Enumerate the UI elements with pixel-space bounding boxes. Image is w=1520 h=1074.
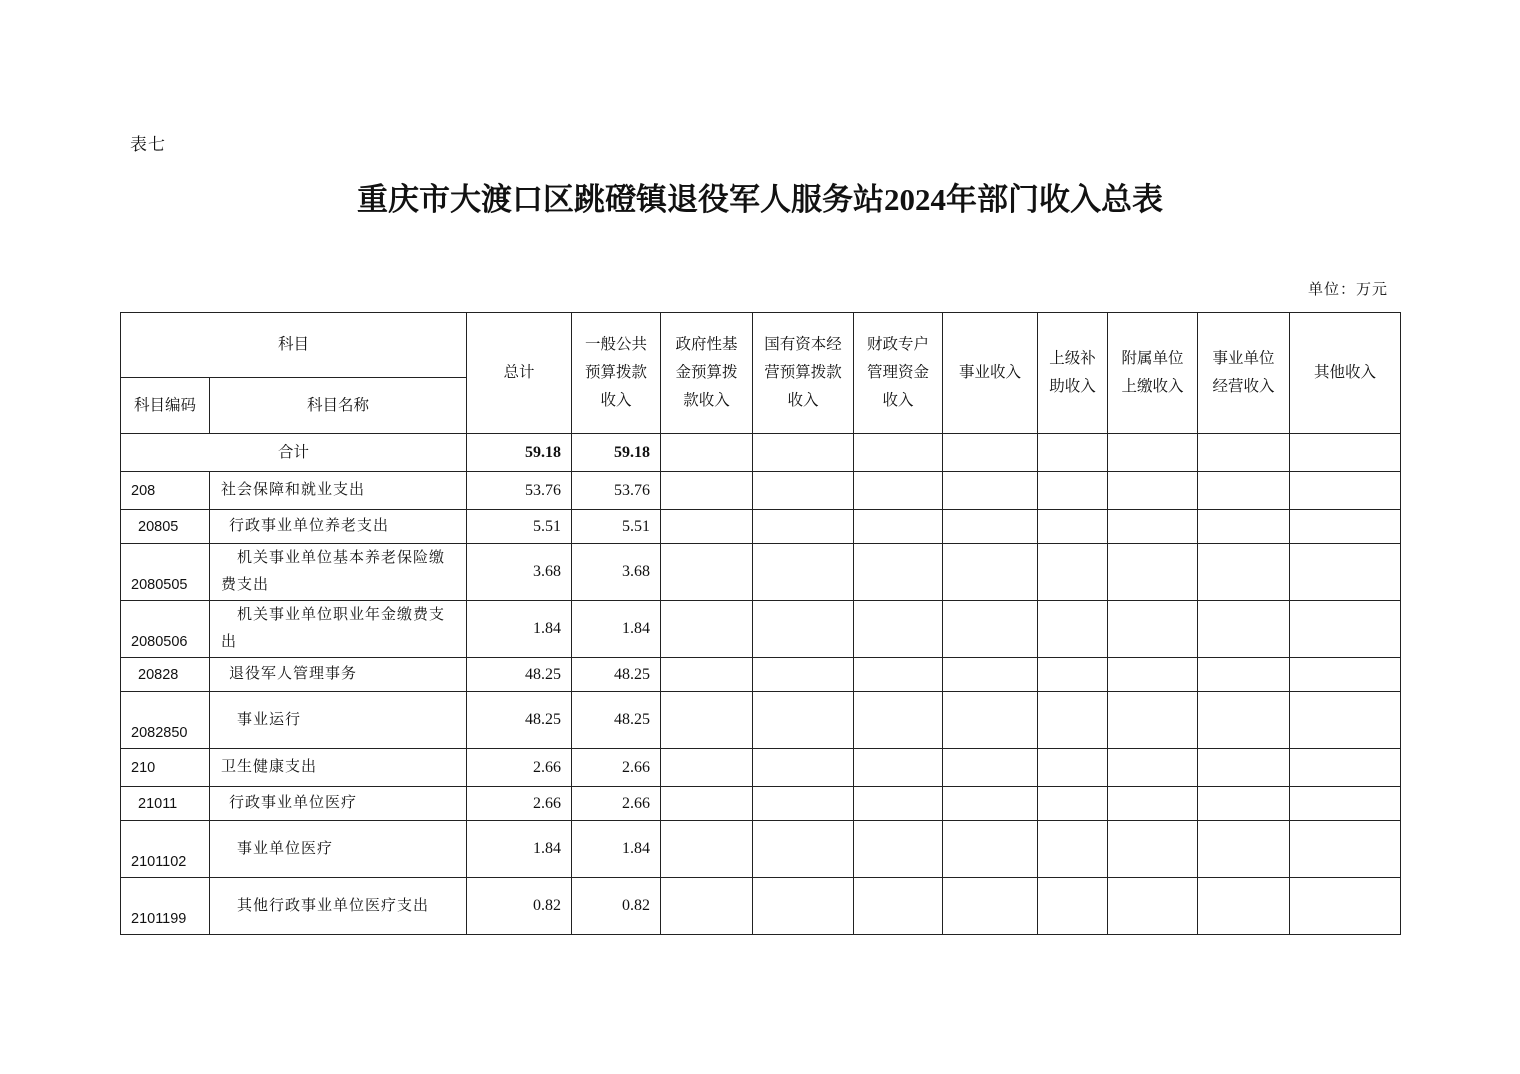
- fiscal-account-cell: [854, 878, 943, 935]
- superior-subsidy-cell: [1038, 821, 1108, 878]
- table-row: [121, 787, 1401, 821]
- superior-subsidy-cell: [1038, 472, 1108, 510]
- table-number-label: 表七: [130, 135, 166, 154]
- business-income-cell: [943, 472, 1038, 510]
- page-title: 重庆市大渡口区跳磴镇退役军人服务站2024年部门收入总表: [357, 182, 1163, 217]
- table-row: [121, 878, 1401, 935]
- fiscal-account-cell: [854, 821, 943, 878]
- header-other-income-label: 其他收入: [1314, 364, 1377, 381]
- superior-subsidy-cell: [1038, 601, 1108, 658]
- header-general-budget: [572, 313, 661, 434]
- business-income-cell: [943, 434, 1038, 472]
- gov-fund-cell: [661, 749, 753, 787]
- subject-code-cell: 2101102: [121, 821, 210, 878]
- superior-subsidy-cell: [1038, 749, 1108, 787]
- header-fiscal-account: [854, 313, 943, 434]
- total-cell: 48.25: [467, 658, 572, 692]
- subject-name-cell: 事业单位医疗: [210, 821, 467, 878]
- table-row: [121, 472, 1401, 510]
- header-affiliate-remit-label: 附属单位上缴收入: [1121, 350, 1184, 395]
- subject-name-cell: 退役军人管理事务: [210, 658, 467, 692]
- total-cell: 5.51: [467, 510, 572, 544]
- header-business-income: [943, 313, 1038, 434]
- header-state-capital: [753, 313, 854, 434]
- subject-name-cell: 行政事业单位医疗: [210, 787, 467, 821]
- operating-income-cell: [1198, 692, 1290, 749]
- operating-income-cell: [1198, 878, 1290, 935]
- superior-subsidy-cell: [1038, 510, 1108, 544]
- other-income-cell: [1290, 878, 1401, 935]
- table-body: [121, 434, 1401, 935]
- general-budget-cell: 2.66: [572, 787, 661, 821]
- gov-fund-cell: [661, 787, 753, 821]
- superior-subsidy-cell: [1038, 692, 1108, 749]
- other-income-cell: [1290, 821, 1401, 878]
- total-cell: 3.68: [467, 544, 572, 601]
- affiliate-remit-cell: [1108, 472, 1198, 510]
- superior-subsidy-cell: [1038, 658, 1108, 692]
- subject-name-cell: 事业运行: [210, 692, 467, 749]
- fiscal-account-cell: [854, 658, 943, 692]
- income-table: [120, 312, 1401, 935]
- subject-name-cell: 社会保障和就业支出: [210, 472, 467, 510]
- fiscal-account-cell: [854, 749, 943, 787]
- general-budget-cell: 48.25: [572, 658, 661, 692]
- operating-income-cell: [1198, 544, 1290, 601]
- total-cell: 59.18: [467, 434, 572, 472]
- header-subject: 科目: [121, 313, 467, 378]
- general-budget-cell: 5.51: [572, 510, 661, 544]
- subject-code-cell: 208: [121, 472, 210, 510]
- subject-name-cell: 机关事业单位基本养老保险缴费支出: [210, 544, 467, 601]
- header-superior-subsidy: [1038, 313, 1108, 434]
- affiliate-remit-cell: [1108, 434, 1198, 472]
- other-income-cell: [1290, 749, 1401, 787]
- other-income-cell: [1290, 434, 1401, 472]
- other-income-cell: [1290, 510, 1401, 544]
- gov-fund-cell: [661, 434, 753, 472]
- subject-name-cell: 行政事业单位养老支出: [210, 510, 467, 544]
- business-income-cell: [943, 692, 1038, 749]
- gov-fund-cell: [661, 692, 753, 749]
- state-capital-cell: [753, 821, 854, 878]
- table-row: [121, 692, 1401, 749]
- table-row: [121, 821, 1401, 878]
- gov-fund-cell: [661, 601, 753, 658]
- business-income-cell: [943, 510, 1038, 544]
- fiscal-account-cell: [854, 472, 943, 510]
- superior-subsidy-cell: [1038, 544, 1108, 601]
- superior-subsidy-cell: [1038, 434, 1108, 472]
- total-cell: 0.82: [467, 878, 572, 935]
- business-income-cell: [943, 878, 1038, 935]
- header-other-income: [1290, 313, 1401, 434]
- total-label: 合计: [121, 434, 467, 472]
- header-name: 科目名称: [210, 378, 467, 434]
- general-budget-cell: 1.84: [572, 821, 661, 878]
- state-capital-cell: [753, 787, 854, 821]
- superior-subsidy-cell: [1038, 787, 1108, 821]
- general-budget-cell: 53.76: [572, 472, 661, 510]
- other-income-cell: [1290, 601, 1401, 658]
- subject-name-cell: 卫生健康支出: [210, 749, 467, 787]
- gov-fund-cell: [661, 510, 753, 544]
- subject-code-cell: 20805: [121, 510, 210, 544]
- fiscal-account-cell: [854, 787, 943, 821]
- fiscal-account-cell: [854, 510, 943, 544]
- gov-fund-cell: [661, 878, 753, 935]
- operating-income-cell: [1198, 434, 1290, 472]
- state-capital-cell: [753, 544, 854, 601]
- header-code: 科目编码: [121, 378, 210, 434]
- affiliate-remit-cell: [1108, 821, 1198, 878]
- table-row: [121, 510, 1401, 544]
- total-cell: 2.66: [467, 787, 572, 821]
- header-general-budget-label: 一般公共预算拨款收入: [585, 336, 648, 409]
- other-income-cell: [1290, 658, 1401, 692]
- fiscal-account-cell: [854, 434, 943, 472]
- fiscal-account-cell: [854, 544, 943, 601]
- other-income-cell: [1290, 472, 1401, 510]
- affiliate-remit-cell: [1108, 749, 1198, 787]
- table-header: [121, 313, 1401, 434]
- header-state-capital-label: 国有资本经营预算拨款收入: [764, 336, 842, 409]
- header-affiliate-remit: [1108, 313, 1198, 434]
- header-total-label: 总计: [503, 364, 535, 381]
- other-income-cell: [1290, 544, 1401, 601]
- business-income-cell: [943, 821, 1038, 878]
- affiliate-remit-cell: [1108, 658, 1198, 692]
- total-cell: 2.66: [467, 749, 572, 787]
- affiliate-remit-cell: [1108, 544, 1198, 601]
- affiliate-remit-cell: [1108, 878, 1198, 935]
- operating-income-cell: [1198, 821, 1290, 878]
- general-budget-cell: 0.82: [572, 878, 661, 935]
- header-fiscal-account-label: 财政专户管理资金收入: [867, 336, 930, 409]
- affiliate-remit-cell: [1108, 692, 1198, 749]
- subject-code-cell: 20828: [121, 658, 210, 692]
- header-superior-subsidy-label: 上级补助收入: [1049, 350, 1096, 395]
- total-cell: 1.84: [467, 821, 572, 878]
- operating-income-cell: [1198, 787, 1290, 821]
- subject-name-cell: 机关事业单位职业年金缴费支出: [210, 601, 467, 658]
- other-income-cell: [1290, 692, 1401, 749]
- operating-income-cell: [1198, 510, 1290, 544]
- other-income-cell: [1290, 787, 1401, 821]
- subject-code-cell: 2080505: [121, 544, 210, 601]
- total-cell: 1.84: [467, 601, 572, 658]
- operating-income-cell: [1198, 472, 1290, 510]
- subject-name-cell: 其他行政事业单位医疗支出: [210, 878, 467, 935]
- gov-fund-cell: [661, 658, 753, 692]
- table-row: [121, 749, 1401, 787]
- header-gov-fund-label: 政府性基金预算拨款收入: [675, 336, 738, 409]
- header-gov-fund: [661, 313, 753, 434]
- business-income-cell: [943, 544, 1038, 601]
- gov-fund-cell: [661, 544, 753, 601]
- state-capital-cell: [753, 878, 854, 935]
- general-budget-cell: 1.84: [572, 601, 661, 658]
- state-capital-cell: [753, 472, 854, 510]
- affiliate-remit-cell: [1108, 510, 1198, 544]
- general-budget-cell: 59.18: [572, 434, 661, 472]
- header-business-income-label: 事业收入: [959, 364, 1022, 381]
- total-cell: 53.76: [467, 472, 572, 510]
- gov-fund-cell: [661, 821, 753, 878]
- operating-income-cell: [1198, 658, 1290, 692]
- business-income-cell: [943, 749, 1038, 787]
- header-operating-income-label: 事业单位经营收入: [1212, 350, 1275, 395]
- subject-code-cell: 210: [121, 749, 210, 787]
- fiscal-account-cell: [854, 601, 943, 658]
- general-budget-cell: 48.25: [572, 692, 661, 749]
- state-capital-cell: [753, 601, 854, 658]
- total-row: [121, 434, 1401, 472]
- superior-subsidy-cell: [1038, 878, 1108, 935]
- state-capital-cell: [753, 749, 854, 787]
- table-row: [121, 601, 1401, 658]
- state-capital-cell: [753, 434, 854, 472]
- gov-fund-cell: [661, 472, 753, 510]
- subject-code-cell: 2082850: [121, 692, 210, 749]
- table-row: [121, 544, 1401, 601]
- business-income-cell: [943, 601, 1038, 658]
- business-income-cell: [943, 658, 1038, 692]
- state-capital-cell: [753, 510, 854, 544]
- unit-label: 单位：万元: [1307, 282, 1388, 298]
- operating-income-cell: [1198, 749, 1290, 787]
- subject-code-cell: 2080506: [121, 601, 210, 658]
- fiscal-account-cell: [854, 692, 943, 749]
- general-budget-cell: 3.68: [572, 544, 661, 601]
- business-income-cell: [943, 787, 1038, 821]
- state-capital-cell: [753, 692, 854, 749]
- table-row: [121, 658, 1401, 692]
- affiliate-remit-cell: [1108, 787, 1198, 821]
- general-budget-cell: 2.66: [572, 749, 661, 787]
- total-cell: 48.25: [467, 692, 572, 749]
- subject-code-cell: 2101199: [121, 878, 210, 935]
- affiliate-remit-cell: [1108, 601, 1198, 658]
- header-operating-income: [1198, 313, 1290, 434]
- header-total: [467, 313, 572, 434]
- header-row: [121, 313, 1401, 378]
- operating-income-cell: [1198, 601, 1290, 658]
- state-capital-cell: [753, 658, 854, 692]
- subject-code-cell: 21011: [121, 787, 210, 821]
